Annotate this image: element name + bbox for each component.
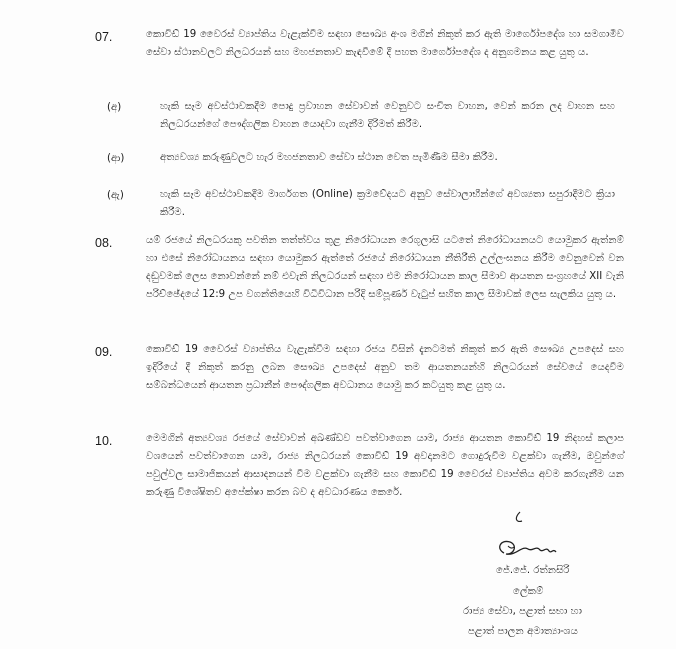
section-text-10: මෙමගින් අත්‍යවශ්‍ය රජයේ සේවාවන් අඛණ්ඩව පවත්වාගෙන යාම, රාජ්‍ය ආයතන කොවිඩ් 19 නිදහස් කලාප වශයෙන් පවත්වාගෙන යාම, රාජ්‍ය නිලධරයන් කොවිඩ් 19 අවදානමට ගොදුරුවීම වළක්වා ගැනීම, ඔවුන්ගේ පවුල්වල සාමාජිකයන් ආසාදනයන් වීම වළක්වා ගැනීම සහ කොවිඩ් 19 වෛරස් ව්‍යාප්තිය අවම කරගැනීම යන කරුණු විශේෂිතව අපේක්ෂා කරන බව ද අවධාරණය කෙරේ. xyxy=(146,433,624,498)
subitem-text-a: හැකි සෑම අවස්ථාවකදීම පොදු ප්‍රවාහන සේවාවන් වෙනුවට සංචිත වාහන, වෙන් කරන ලද වාහන සහ නිලධරයන්ගේ පෞද්ගලික වාහන යොදවා ගැනීම දිරිමත් කිරීම. xyxy=(160,101,615,130)
ministry-line-2: පළාත් පාලන අමාත්‍යාංශය xyxy=(468,626,578,637)
subitem-text-ae: හැකි සෑම අවස්ථාවකදීම මාර්ගගත (Online) ක්‍රමවේදයට අනුව සේවාලාභීන්ගේ අවශ්‍යතා සපුරාදීමට ක්‍රියා කිරීම. xyxy=(160,189,615,218)
section-number-07: 07. xyxy=(95,30,113,44)
section-text-09: කොවිඩ් 19 වෛරස් ව්‍යාප්තිය වැළැක්වීම සඳහා රජය විසින් දැනටමත් නිකුත් කර ඇති සෞඛ්‍ය උපදෙස් සහ ඉදිරියේ දී නිකුත් කරනු ලබන සෞඛ්‍ය උපදෙස් අනුව තම ආයතනයන්හි නිලධරයන් සේවයේ යෙදවීම සම්බන්ධයෙන් ආයතන ප්‍රධානීන් පෞද්ගලික අවධානය යොමු කර කටයුතු කළ යුතු ය. xyxy=(146,344,624,391)
section-number-09: 09. xyxy=(95,345,113,359)
subitem-label-ae: (ඇ) xyxy=(107,190,124,201)
subitem-text-aa: අත්‍යවශ්‍ය කරුණුවලට හැර මහජනතාව සේවා ස්ථාන වෙත පැමිණීම සීමා කිරීම. xyxy=(160,152,498,163)
subitem-label-aa: (ආ) xyxy=(107,153,125,164)
subitem-label-a: (අ) xyxy=(107,102,122,113)
handwritten-signature xyxy=(492,509,562,561)
section-number-08: 08. xyxy=(95,236,113,250)
signatory-name: ජේ.ජේ. රත්නසිරි xyxy=(496,565,570,576)
section-text-08: යම් රජයේ නිලධරයකු පවතින තත්ත්වය තුළ නිරෝධායන රෙගුලාසි යටතේ නිරෝධායනයට යොමුකර ඇත්නම් හා එසේ නිරෝධායනය සඳහා යොමුකර ඇත්තේ රජයේ නිරෝධායන නීතිරීති උල්ලංඝනය කිරීම වෙනුවෙන් වන දඬුවමක් ලෙස නොවන්නේ නම් එවැනි නිලධරයන් සඳහා එම නිරෝධායන කාල සීමාව ආයතන සංග්‍රහයේ XII වැනි පරිච්ඡේදයේ 12:9 උප වගන්තියෙහි විධිවිධාන පරිදි සම්පූර්ණ වැටුප් සහිත කාල සීමාවක් ලෙස සැලකිය යුතු ය. xyxy=(146,235,624,300)
ministry-line-1: රාජ්‍ය සේවා, පළාත් සභා හා xyxy=(463,606,582,617)
section-number-10: 10. xyxy=(95,434,113,448)
signatory-title: ලේකම් xyxy=(513,586,544,597)
section-text-07: කොවිඩ් 19 වෛරස් ව්‍යාප්තිය වැළැක්වීම සඳහා සෞඛ්‍ය අංශ මගින් නිකුත් කර ඇති මාර්ගෝපදේශ හා සමගාමීව සේවා ස්ථානවලට නිලධරයන් සහ මහජනතාව කැඳවීමේ දී පහත මාර්ගෝපදේශ ද අනුගමනය කළ යුතු ය. xyxy=(146,29,624,58)
